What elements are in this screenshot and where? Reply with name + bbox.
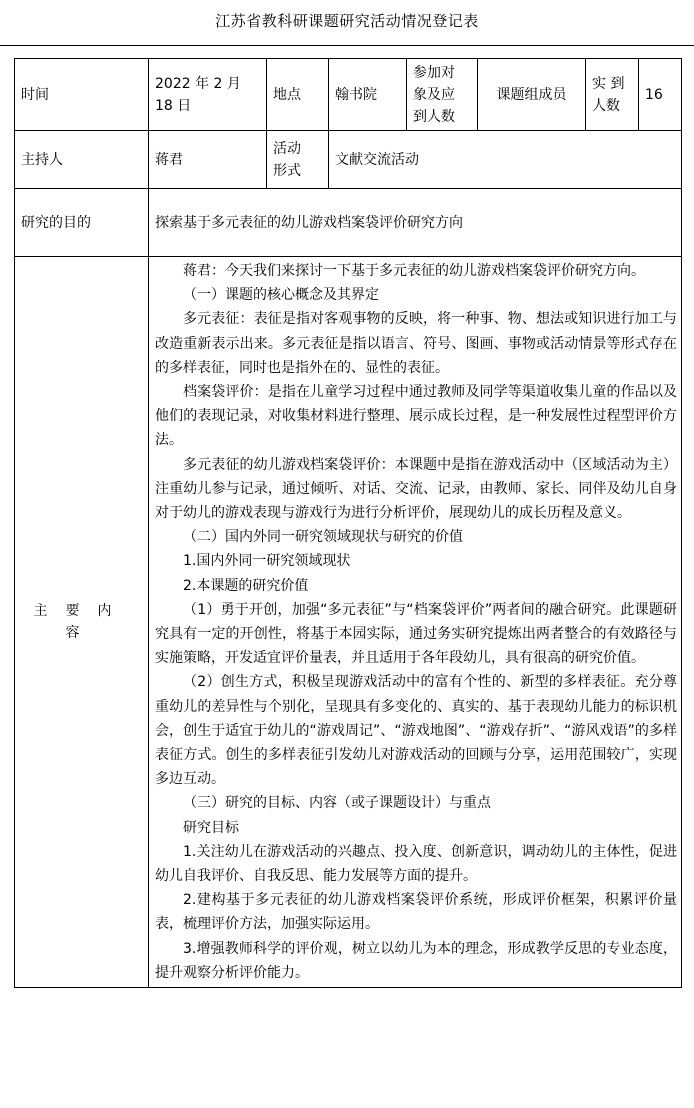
time-value-line2: 18 日 xyxy=(155,97,192,114)
content-label: 主要内容 xyxy=(15,257,149,988)
content-paragraph: （1）勇于开创，加强“多元表征”与“档案袋评价”两者间的融合研究。此课题研究具有一定的开创性，将基于本园实际，通过务实研究提炼出两者整合的有效路径与实施策略，开发适宜评价量表，并且适用于各年段幼儿，具有很高的研究价值。 xyxy=(155,601,677,667)
top-rule xyxy=(0,45,694,46)
record-table xyxy=(14,58,682,988)
content-paragraph: 1.关注幼儿在游戏活动的兴趣点、投入度、创新意识，调动幼儿的主体性，促进幼儿自我评价、自我反思、能力发展等方面的提升。 xyxy=(155,843,677,885)
content-paragraph: 多元表征：表征是指对客观事物的反映，将一种事、物、想法或知识进行加工与改造重新表示出来。多元表征是指以语言、符号、图画、事物或活动情景等形式存在的多样表征，同时也是指外在的、显性的表征。 xyxy=(155,311,677,376)
row-purpose xyxy=(15,189,682,257)
section-heading: （二）国内外同一研究领域现状与研究的价值 xyxy=(183,529,463,546)
participants-label-line: 象及应 xyxy=(413,86,455,103)
present-label-line: 实 到 xyxy=(592,75,625,92)
row-time xyxy=(15,59,682,131)
present-label xyxy=(586,59,639,131)
host-label: 主持人 xyxy=(15,131,149,189)
purpose-value: 探索基于多元表征的幼儿游戏档案袋评价研究方向 xyxy=(149,189,682,257)
form-value: 文献交流活动 xyxy=(329,131,682,189)
content-paragraph: （2）创生方式，积极呈现游戏活动中的富有个性的、新型的多样表征。充分尊重幼儿的差异性与个别化，呈现具有多变化的、真实的、基于表现幼儿能力的标识机会，创生于适宜于幼儿的“游戏周记”、“游戏地图”、“游戏存折”、“游风戏语”的多样表征方式。创生的多样表征引发幼儿对游戏活动的回顾与分享，运用范围较广，实现多边互动。 xyxy=(155,674,677,788)
participants-label-line: 到人数 xyxy=(413,108,455,125)
content-paragraph: 3.增强教师科学的评价观，树立以幼儿为本的理念，形成教学反思的专业态度，提升观察分析评价能力。 xyxy=(155,940,677,981)
time-label: 时间 xyxy=(15,59,149,131)
content-paragraph: 多元表征的幼儿游戏档案袋评价：本课题中是指在游戏活动中（区域活动为主）注重幼儿参与记录，通过倾听、对话、交流、记录，由教师、家长、同伴及幼儿自身对于幼儿的游戏表现与游戏行为进行分析评价，展现幼儿的成长历程及意义。 xyxy=(155,456,677,522)
time-value-line1: 2022 年 2 月 xyxy=(155,75,241,92)
form-label xyxy=(267,131,329,189)
place-label: 地点 xyxy=(267,59,329,131)
present-count: 16 xyxy=(639,59,682,131)
form-label-line: 形式 xyxy=(273,162,301,179)
section-heading: （三）研究的目标、内容（或子课题设计）与重点 xyxy=(183,795,491,812)
purpose-label: 研究的目的 xyxy=(15,189,149,257)
present-label-line: 人数 xyxy=(592,97,620,114)
content-paragraph: 档案袋评价：是指在儿童学习过程中通过教师及同学等渠道收集儿童的作品以及他们的表现记录，对收集材料进行整理、展示成长过程，是一种发展性过程型评价方法。 xyxy=(155,384,677,449)
host-value: 蒋君 xyxy=(149,131,267,189)
participants-label xyxy=(407,59,478,131)
content-paragraph: 2.建构基于多元表征的幼儿游戏档案袋评价系统，形成评价框架，积累评价量表，梳理评价方法，加强实际运用。 xyxy=(155,892,677,933)
section-heading: （一）课题的核心概念及其界定 xyxy=(183,287,379,304)
content-body xyxy=(149,257,682,988)
content-paragraph: 2.本课题的研究价值 xyxy=(183,577,309,594)
content-paragraph: 研究目标 xyxy=(183,819,239,836)
row-host xyxy=(15,131,682,189)
form-label-line: 活动 xyxy=(273,140,301,157)
members-label: 课题组成员 xyxy=(478,59,586,131)
document-title: 江苏省教科研课题研究活动情况登记表 xyxy=(215,12,479,30)
content-paragraph: 1.国内外同一研究领域现状 xyxy=(183,553,351,570)
content-paragraph: 蒋君：今天我们来探讨一下基于多元表征的幼儿游戏档案袋评价研究方向。 xyxy=(183,263,645,279)
time-value xyxy=(149,59,267,131)
row-content xyxy=(15,257,682,988)
place-value: 翰书院 xyxy=(329,59,407,131)
participants-label-line: 参加对 xyxy=(413,64,455,81)
